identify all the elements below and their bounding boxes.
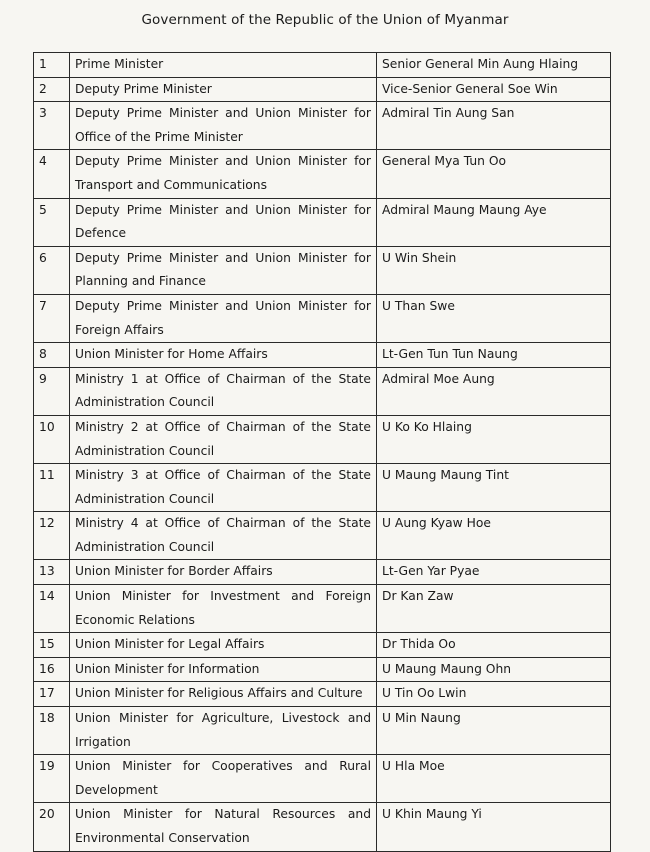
name-cell: Admiral Moe Aung: [377, 367, 611, 415]
position-cell: Union Minister for Agriculture, Livestock and Irrigation: [70, 707, 377, 755]
name-cell: U Maung Maung Tint: [377, 464, 611, 512]
row-number: 15: [34, 633, 70, 658]
position-cell: Ministry 3 at Office of Chairman of the State Administration Council: [70, 464, 377, 512]
position-cell: Union Minister for Investment and Foreign Economic Relations: [70, 585, 377, 633]
row-number: 10: [34, 415, 70, 463]
position-cell: Union Minister for Legal Affairs: [70, 633, 377, 658]
cabinet-table: [33, 52, 611, 852]
name-cell: General Mya Tun Oo: [377, 150, 611, 198]
row-number: 17: [34, 682, 70, 707]
table-row: [34, 755, 611, 803]
table-row: [34, 633, 611, 658]
row-number: 20: [34, 803, 70, 851]
row-number: 2: [34, 77, 70, 102]
name-cell: U Ko Ko Hlaing: [377, 415, 611, 463]
position-cell: Deputy Prime Minister and Union Minister for Foreign Affairs: [70, 294, 377, 342]
name-cell: Vice-Senior General Soe Win: [377, 77, 611, 102]
row-number: 8: [34, 343, 70, 368]
position-cell: Deputy Prime Minister and Union Minister for Defence: [70, 198, 377, 246]
table-row: [34, 415, 611, 463]
position-cell: Ministry 2 at Office of Chairman of the State Administration Council: [70, 415, 377, 463]
table-row: [34, 560, 611, 585]
table-row: [34, 246, 611, 294]
row-number: 6: [34, 246, 70, 294]
name-cell: U Hla Moe: [377, 755, 611, 803]
table-row: [34, 53, 611, 78]
position-cell: Deputy Prime Minister and Union Minister for Planning and Finance: [70, 246, 377, 294]
name-cell: U Win Shein: [377, 246, 611, 294]
table-row: [34, 102, 611, 150]
name-cell: U Tin Oo Lwin: [377, 682, 611, 707]
row-number: 4: [34, 150, 70, 198]
name-cell: Lt-Gen Tun Tun Naung: [377, 343, 611, 368]
name-cell: Dr Thida Oo: [377, 633, 611, 658]
table-row: [34, 77, 611, 102]
table-row: [34, 367, 611, 415]
table-row: [34, 707, 611, 755]
position-cell: Union Minister for Cooperatives and Rural Development: [70, 755, 377, 803]
row-number: 1: [34, 53, 70, 78]
table-row: [34, 803, 611, 851]
row-number: 13: [34, 560, 70, 585]
document-title: Government of the Republic of the Union of Myanmar: [141, 12, 509, 28]
name-cell: Lt-Gen Yar Pyae: [377, 560, 611, 585]
row-number: 16: [34, 657, 70, 682]
position-cell: Union Minister for Border Affairs: [70, 560, 377, 585]
table-row: [34, 343, 611, 368]
position-cell: Union Minister for Natural Resources and Environmental Conservation: [70, 803, 377, 851]
name-cell: U Maung Maung Ohn: [377, 657, 611, 682]
position-cell: Ministry 1 at Office of Chairman of the State Administration Council: [70, 367, 377, 415]
name-cell: Dr Kan Zaw: [377, 585, 611, 633]
row-number: 9: [34, 367, 70, 415]
position-cell: Ministry 4 at Office of Chairman of the State Administration Council: [70, 512, 377, 560]
position-cell: Prime Minister: [70, 53, 377, 78]
name-cell: U Min Naung: [377, 707, 611, 755]
table-row: [34, 585, 611, 633]
row-number: 14: [34, 585, 70, 633]
table-row: [34, 682, 611, 707]
position-cell: Union Minister for Religious Affairs and Culture: [70, 682, 377, 707]
name-cell: U Aung Kyaw Hoe: [377, 512, 611, 560]
row-number: 12: [34, 512, 70, 560]
position-cell: Deputy Prime Minister: [70, 77, 377, 102]
row-number: 7: [34, 294, 70, 342]
row-number: 19: [34, 755, 70, 803]
name-cell: Admiral Tin Aung San: [377, 102, 611, 150]
position-cell: Union Minister for Home Affairs: [70, 343, 377, 368]
table-row: [34, 512, 611, 560]
table-row: [34, 464, 611, 512]
table-row: [34, 198, 611, 246]
table-row: [34, 294, 611, 342]
row-number: 18: [34, 707, 70, 755]
position-cell: Union Minister for Information: [70, 657, 377, 682]
name-cell: Senior General Min Aung Hlaing: [377, 53, 611, 78]
table-row: [34, 150, 611, 198]
table-row: [34, 657, 611, 682]
name-cell: Admiral Maung Maung Aye: [377, 198, 611, 246]
name-cell: U Khin Maung Yi: [377, 803, 611, 851]
row-number: 5: [34, 198, 70, 246]
row-number: 3: [34, 102, 70, 150]
position-cell: Deputy Prime Minister and Union Minister for Office of the Prime Minister: [70, 102, 377, 150]
name-cell: U Than Swe: [377, 294, 611, 342]
row-number: 11: [34, 464, 70, 512]
position-cell: Deputy Prime Minister and Union Minister for Transport and Communications: [70, 150, 377, 198]
